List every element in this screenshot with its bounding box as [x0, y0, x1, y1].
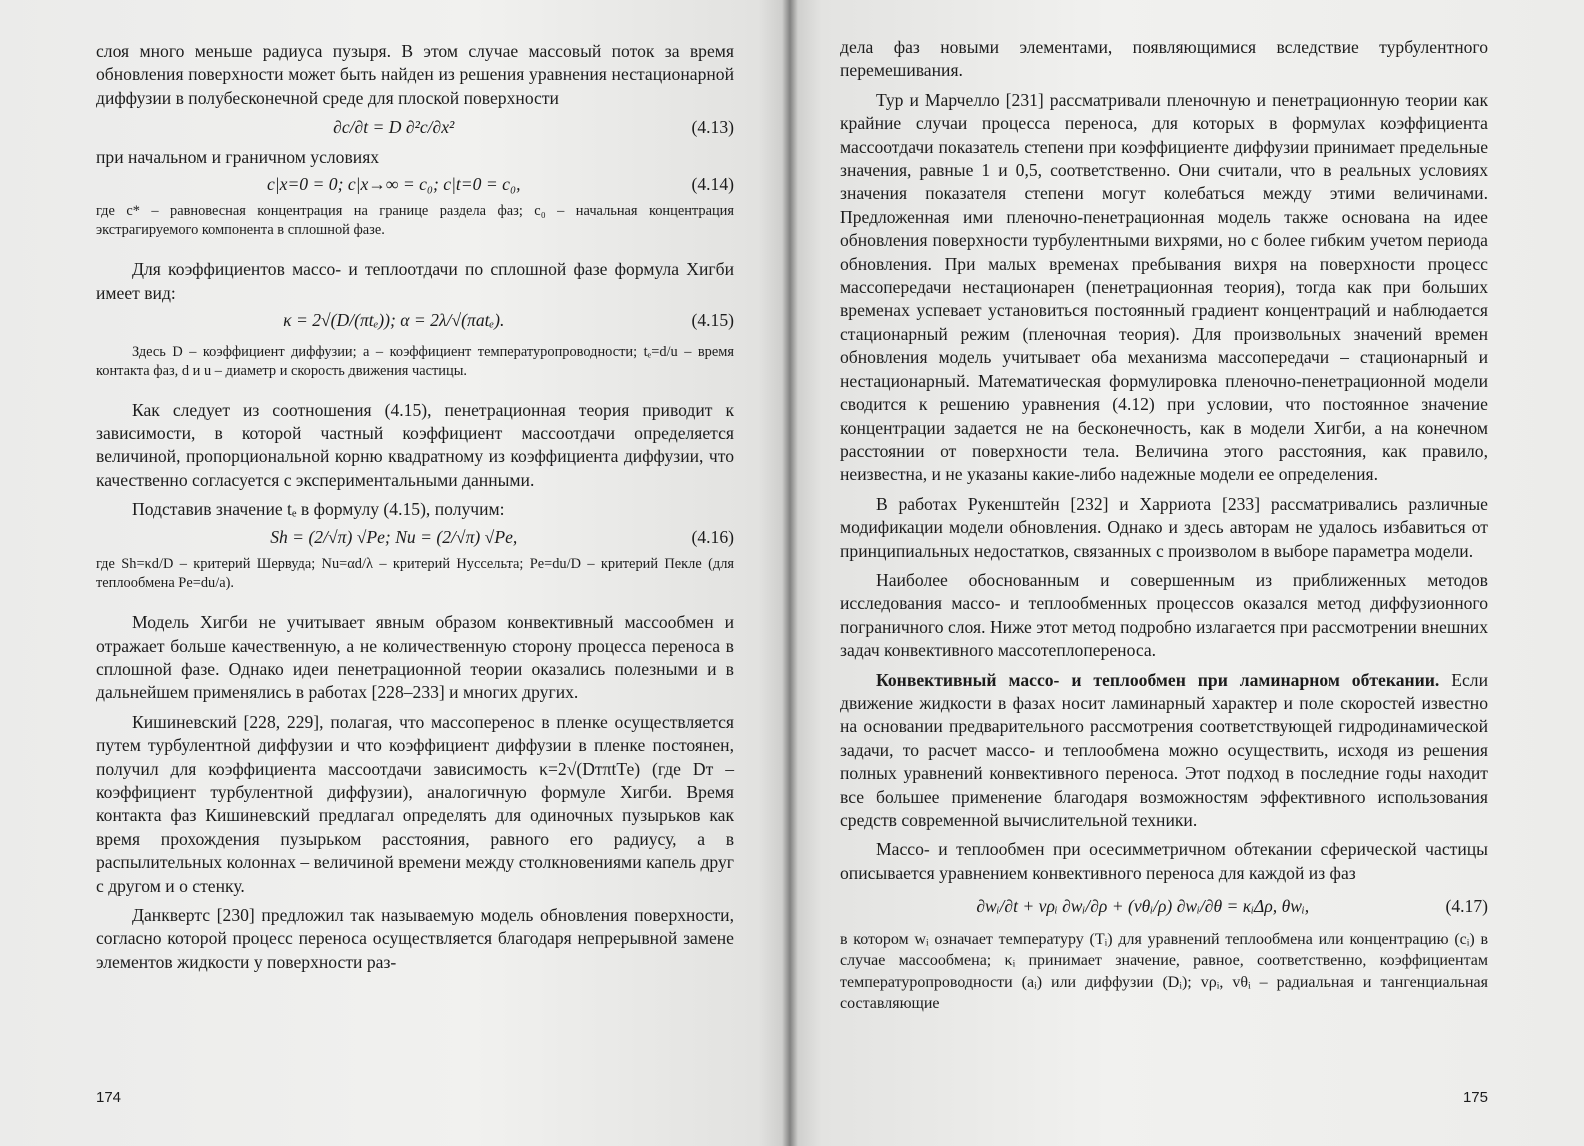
paragraph: В работах Рукенштейн [232] и Харриота [233] рассматривались различные модификации модели обновления. Однако и здесь авторам не удалось избавиться от принципиальных недостатков, связанных с произволом в выборе параметра модели. — [840, 493, 1488, 561]
bold-heading: Конвективный массо- и теплообмен при ламинарном обтекании. — [876, 669, 1440, 690]
paragraph: в котором wᵢ означает температуру (Tᵢ) для уравнений теплообмена или концентрацию (cᵢ) в случае массообмена; κᵢ принимает значение, равное, соответственно, коэффициентам температуропроводности (aᵢ) или диффузии (Dᵢ); vρᵢ, vθᵢ – радиальная и тангенциальная составляющие — [840, 930, 1488, 1013]
paragraph: слоя много меньше радиуса пузыря. В этом случае массовый поток за время обновления поверхности может быть найден из решения уравнения нестационарной диффузии в полубесконечной среде для плоской поверхности — [96, 41, 734, 108]
left-page — [0, 0, 790, 1146]
paragraph: Кишиневский [228, 229], полагая, что массоперенос в пленке осуществляется путем турбулентной диффузии и что коэффициент диффузии в пленке постоянен, получил для коэффициента массоотдачи зависимость κ=2√(DтπtТе) (где Dт – коэффициент турбулентной диффузии), аналогичную формуле Хигби. Время контакта фаз Кишиневский предлагал определять для одиночных пузырьков как время прохождения пузырьком расстояния, равного его радиусу, а в распылительных колоннах – величиной времени между столкновениями капель друг с другом и о стенку. — [96, 711, 734, 896]
book-gutter-shadow — [782, 0, 798, 1146]
paragraph: Тур и Марчелло [231] рассматривали пленочную и пенетрационную теории как крайние случаи процесса переноса, для которых в формулах коэффициента массоотдачи показатель степени при коэффициенте диффузии принимает предельные значения, равные 1 и 0,5, соответственно. Они считали, что в реальных условиях значения показателя степени могут колебаться между этими величинами. Предложенная ими пленочно-пенетрационная модель также основана на идее обновления поверхности турбулентными вихрями, но с более гибким учетом периода обновления. При малых временах пребывания вихря на поверхности процесс массопередачи нестационарен (пенетрационная теория), тогда как при больших временах успевает установиться постоянный градиент концентраций и наблюдается стационарный режим (пленочная теория). Для произвольных значений времен обновления модель учитывает оба механизма массопередачи – стационарный и нестационарный. Математическая формулировка пленочно-пенетрационной модели сводится к решению уравнения (4.12) при условии, что постоянное значение концентрации задается не на бесконечность, как в модели Хигби, а на конечном расстоянии от поверхности тела. Величина этого расстояния, как правило, неизвестна, и не указаны какие-либо надежные модели ее определения. — [840, 89, 1488, 485]
paragraph: Наиболее обоснованным и совершенным из приближенных методов исследования массо- и теплообменных процессов оказался метод диффузионного пограничного слоя. Ниже этот метод подробно излагается при рассмотрении внешних задач конвективного массотеплопереноса. — [840, 569, 1488, 661]
paragraph: Модель Хигби не учитывает явным образом конвективный массообмен и отражает больше качественную, а не количественную сторону процесса переноса в сплошной фазе. Однако идеи пенетрационной теории оказались полезными и в дальнейшем применялись в работах [228–233] и многих других. — [96, 612, 734, 703]
paragraph: Массо- и теплообмен при осесимметричном обтекании сферической частицы описывается уравнением конвективного переноса для каждой из фаз — [840, 839, 1488, 883]
equation-body: ∂c/∂t = D ∂²c/∂x² — [333, 117, 455, 138]
paragraph: Как следует из соотношения (4.15), пенетрационная теория приводит к зависимости, в которой частный коэффициент массоотдачи определяется величиной, пропорциональной корню квадратному из коэффициента диффузии, что качественно согласуется с экспериментальными данными. — [96, 399, 734, 490]
equation-body: ∂wᵢ/∂t + vρᵢ ∂wᵢ/∂ρ + (vθᵢ/ρ) ∂wᵢ/∂θ = κᵢΔρ, θwᵢ, — [976, 896, 1310, 917]
equation-body: c|x=0 = 0; c|x→∞ = c₀; c|t=0 = c₀, — [266, 174, 521, 195]
footnote-text: где c* – равновесная концентрация на границе раздела фаз; c₀ – начальная концентрация экстрагируемого компонента в сплошной фазе. — [96, 203, 734, 239]
right-page-body — [840, 36, 1488, 1015]
paragraph: дела фаз новыми элементами, появляющимися вследствие турбулентного перемешивания. — [840, 37, 1488, 81]
paragraph: Подставив значение tₑ в формулу (4.15), получим: — [132, 499, 505, 520]
paragraph: Данквертс [230] предложил так называемую модель обновления поверхности, согласно которой процесс переноса осуществляется благодаря непрерывной замене элементов жидкости у поверхности раз- — [96, 904, 734, 972]
paragraph: при начальном и граничном условиях — [96, 146, 380, 167]
equation-4-16 — [96, 526, 734, 549]
equation-4-15 — [96, 309, 734, 332]
right-page — [790, 0, 1584, 1146]
equation-number: (4.13) — [691, 117, 734, 138]
equation-4-14 — [96, 173, 734, 196]
equation-number: (4.14) — [691, 174, 734, 195]
equation-body: κ = 2√(D/(πtₑ)); α = 2λ/√(πatₑ). — [283, 310, 505, 331]
equation-4-17 — [840, 895, 1488, 918]
equation-number: (4.15) — [691, 310, 734, 331]
equation-number: (4.17) — [1445, 896, 1488, 917]
paragraph: Для коэффициентов массо- и теплоотдачи по сплошной фазе формула Хигби имеет вид: — [96, 259, 734, 303]
left-page-body — [96, 40, 734, 974]
footnote-text: Здесь D – коэффициент диффузии; a – коэффициент температуропроводности; tₑ=d/u – время контакта фаз, d и u – диаметр и скорость движения частицы. — [96, 343, 734, 379]
paragraph — [840, 669, 1488, 833]
equation-number: (4.16) — [691, 526, 734, 547]
equation-body: Sh = (2/√π) √Pe; Nu = (2/√π) √Pe, — [270, 526, 518, 547]
page-number: 174 — [96, 1089, 122, 1106]
equation-4-13 — [96, 116, 734, 139]
footnote-text: где Sh=κd/D – критерий Шервуда; Nu=αd/λ – критерий Нуссельта; Pe=du/D – критерий Пекле (для теплообмена Pe=du/a). — [96, 556, 734, 592]
paragraph-text: Если движение жидкости в фазах носит ламинарный характер и поле скоростей известно на основании предварительного рассмотрения соответствующей гидродинамической задачи, то расчет массо- и теплообмена можно осуществить, исходя из решения полных уравнений конвективного переноса. Этот подход в последние годы находит все большее применение благодаря возможностям эффективного использования средств современной вычислительной техники. — [840, 669, 1488, 830]
page-number: 175 — [1462, 1089, 1488, 1106]
